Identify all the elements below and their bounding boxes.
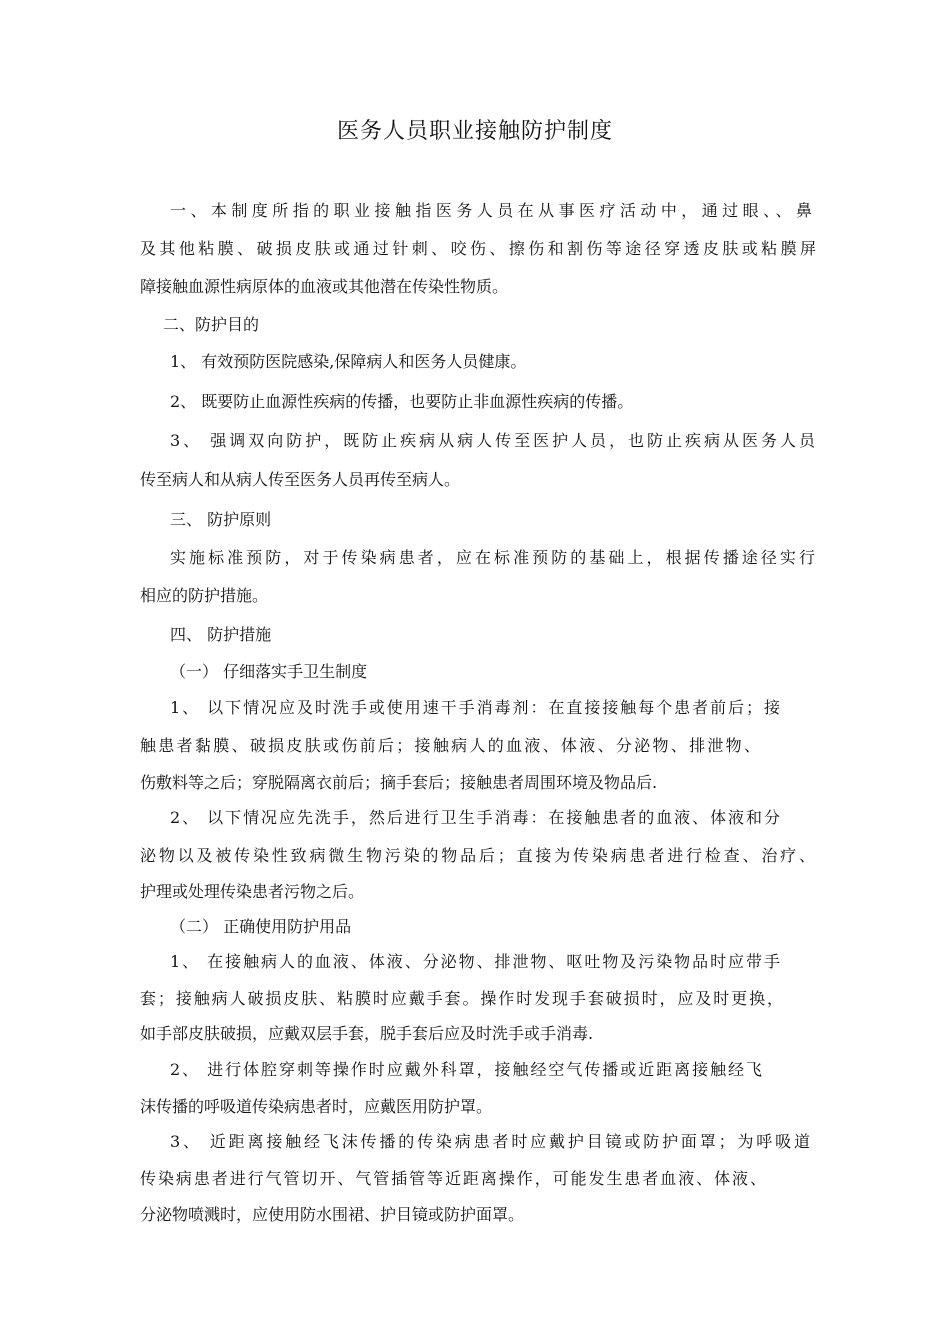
paragraph-line: 分泌物喷溅时，应使用防水围裙、护目镜或防护面罩。 bbox=[140, 1205, 525, 1224]
section-heading: 二、防护目的 bbox=[163, 315, 260, 334]
section-heading: 三、 防护原则 bbox=[170, 510, 272, 529]
list-item: 1、 有效预防医院感染,保障病人和医务人员健康。 bbox=[170, 352, 527, 371]
document-title: 医务人员职业接触防护制度 bbox=[336, 119, 613, 144]
paragraph-line: 及其他粘膜、破损皮肤或通过针刺、咬伤、擦伤和割伤等途径穿透皮肤或粘膜屏 bbox=[140, 239, 816, 258]
paragraph-line: 套；接触病人破损皮肤、粘膜时应戴手套。操作时发现手套破损时，应及时更换， bbox=[140, 989, 783, 1008]
paragraph-line: 触患者黏膜、破损皮肤或伤前后；接触病人的血液、体液、分泌物、排泄物、 bbox=[140, 736, 760, 755]
section-heading: 四、 防护措施 bbox=[170, 625, 272, 644]
paragraph-line: 传染病患者进行气管切开、气管插管等近距离操作，可能发生患者血液、体液、 bbox=[140, 1169, 766, 1188]
subsection-heading: （一） 仔细落实手卫生制度 bbox=[170, 662, 368, 681]
list-item: 3、 强调双向防护，既防止疾病从病人传至医护人员，也防止疾病从医务人员 bbox=[170, 431, 815, 450]
paragraph-line: 一、本制度所指的职业接触指医务人员在从事医疗活动中，通过眼、、鼻 bbox=[170, 201, 812, 220]
list-item: 2、 进行体腔穿刺等操作时应戴外科罩，接触经空气传播或近距离接触经飞 bbox=[170, 1060, 762, 1079]
paragraph-line: 沫传播的呼吸道传染病患者时，应戴医用防护罩。 bbox=[140, 1097, 493, 1116]
paragraph-line: 护理或处理传染患者污物之后。 bbox=[140, 882, 365, 901]
paragraph-line: 障接触血源性病原体的血液或其他潜在传染性物质。 bbox=[140, 277, 509, 296]
list-item: 1、 在接触病人的血液、体液、分泌物、排泄物、呕吐物及污染物品时应带手 bbox=[170, 952, 780, 971]
paragraph-line: 伤敷料等之后；穿脱隔离衣前后；摘手套后；接触患者周围环境及物品后. bbox=[140, 773, 658, 792]
list-item: 2、 以下情况应先洗手，然后进行卫生手消毒：在接触患者的血液、体液和分 bbox=[170, 808, 780, 827]
list-item: 2、 既要防止血源性疾病的传播，也要防止非血源性疾病的传播。 bbox=[170, 392, 634, 411]
list-item: 1、 以下情况应及时洗手或使用速干手消毒剂：在直接接触每个患者前后；接 bbox=[170, 698, 780, 717]
paragraph-line: 泌物以及被传染性致病微生物污染的物品后；直接为传染病患者进行检查、治疗、 bbox=[140, 846, 815, 865]
paragraph-line: 传至病人和从病人传至医务人员再传至病人。 bbox=[140, 470, 461, 489]
paragraph-line: 如手部皮肤破损，应戴双层手套，脱手套后应及时洗手或手消毒. bbox=[140, 1024, 594, 1043]
paragraph-line: 相应的防护措施。 bbox=[140, 586, 269, 605]
list-item: 3、 近距离接触经飞沫传播的传染病患者时应戴护目镜或防护面罩；为呼吸道 bbox=[170, 1132, 810, 1151]
subsection-heading: （二） 正确使用防护用品 bbox=[170, 917, 352, 936]
paragraph-line: 实施标准预防，对于传染病患者，应在标准预防的基础上，根据传播途径实行 bbox=[170, 548, 815, 567]
